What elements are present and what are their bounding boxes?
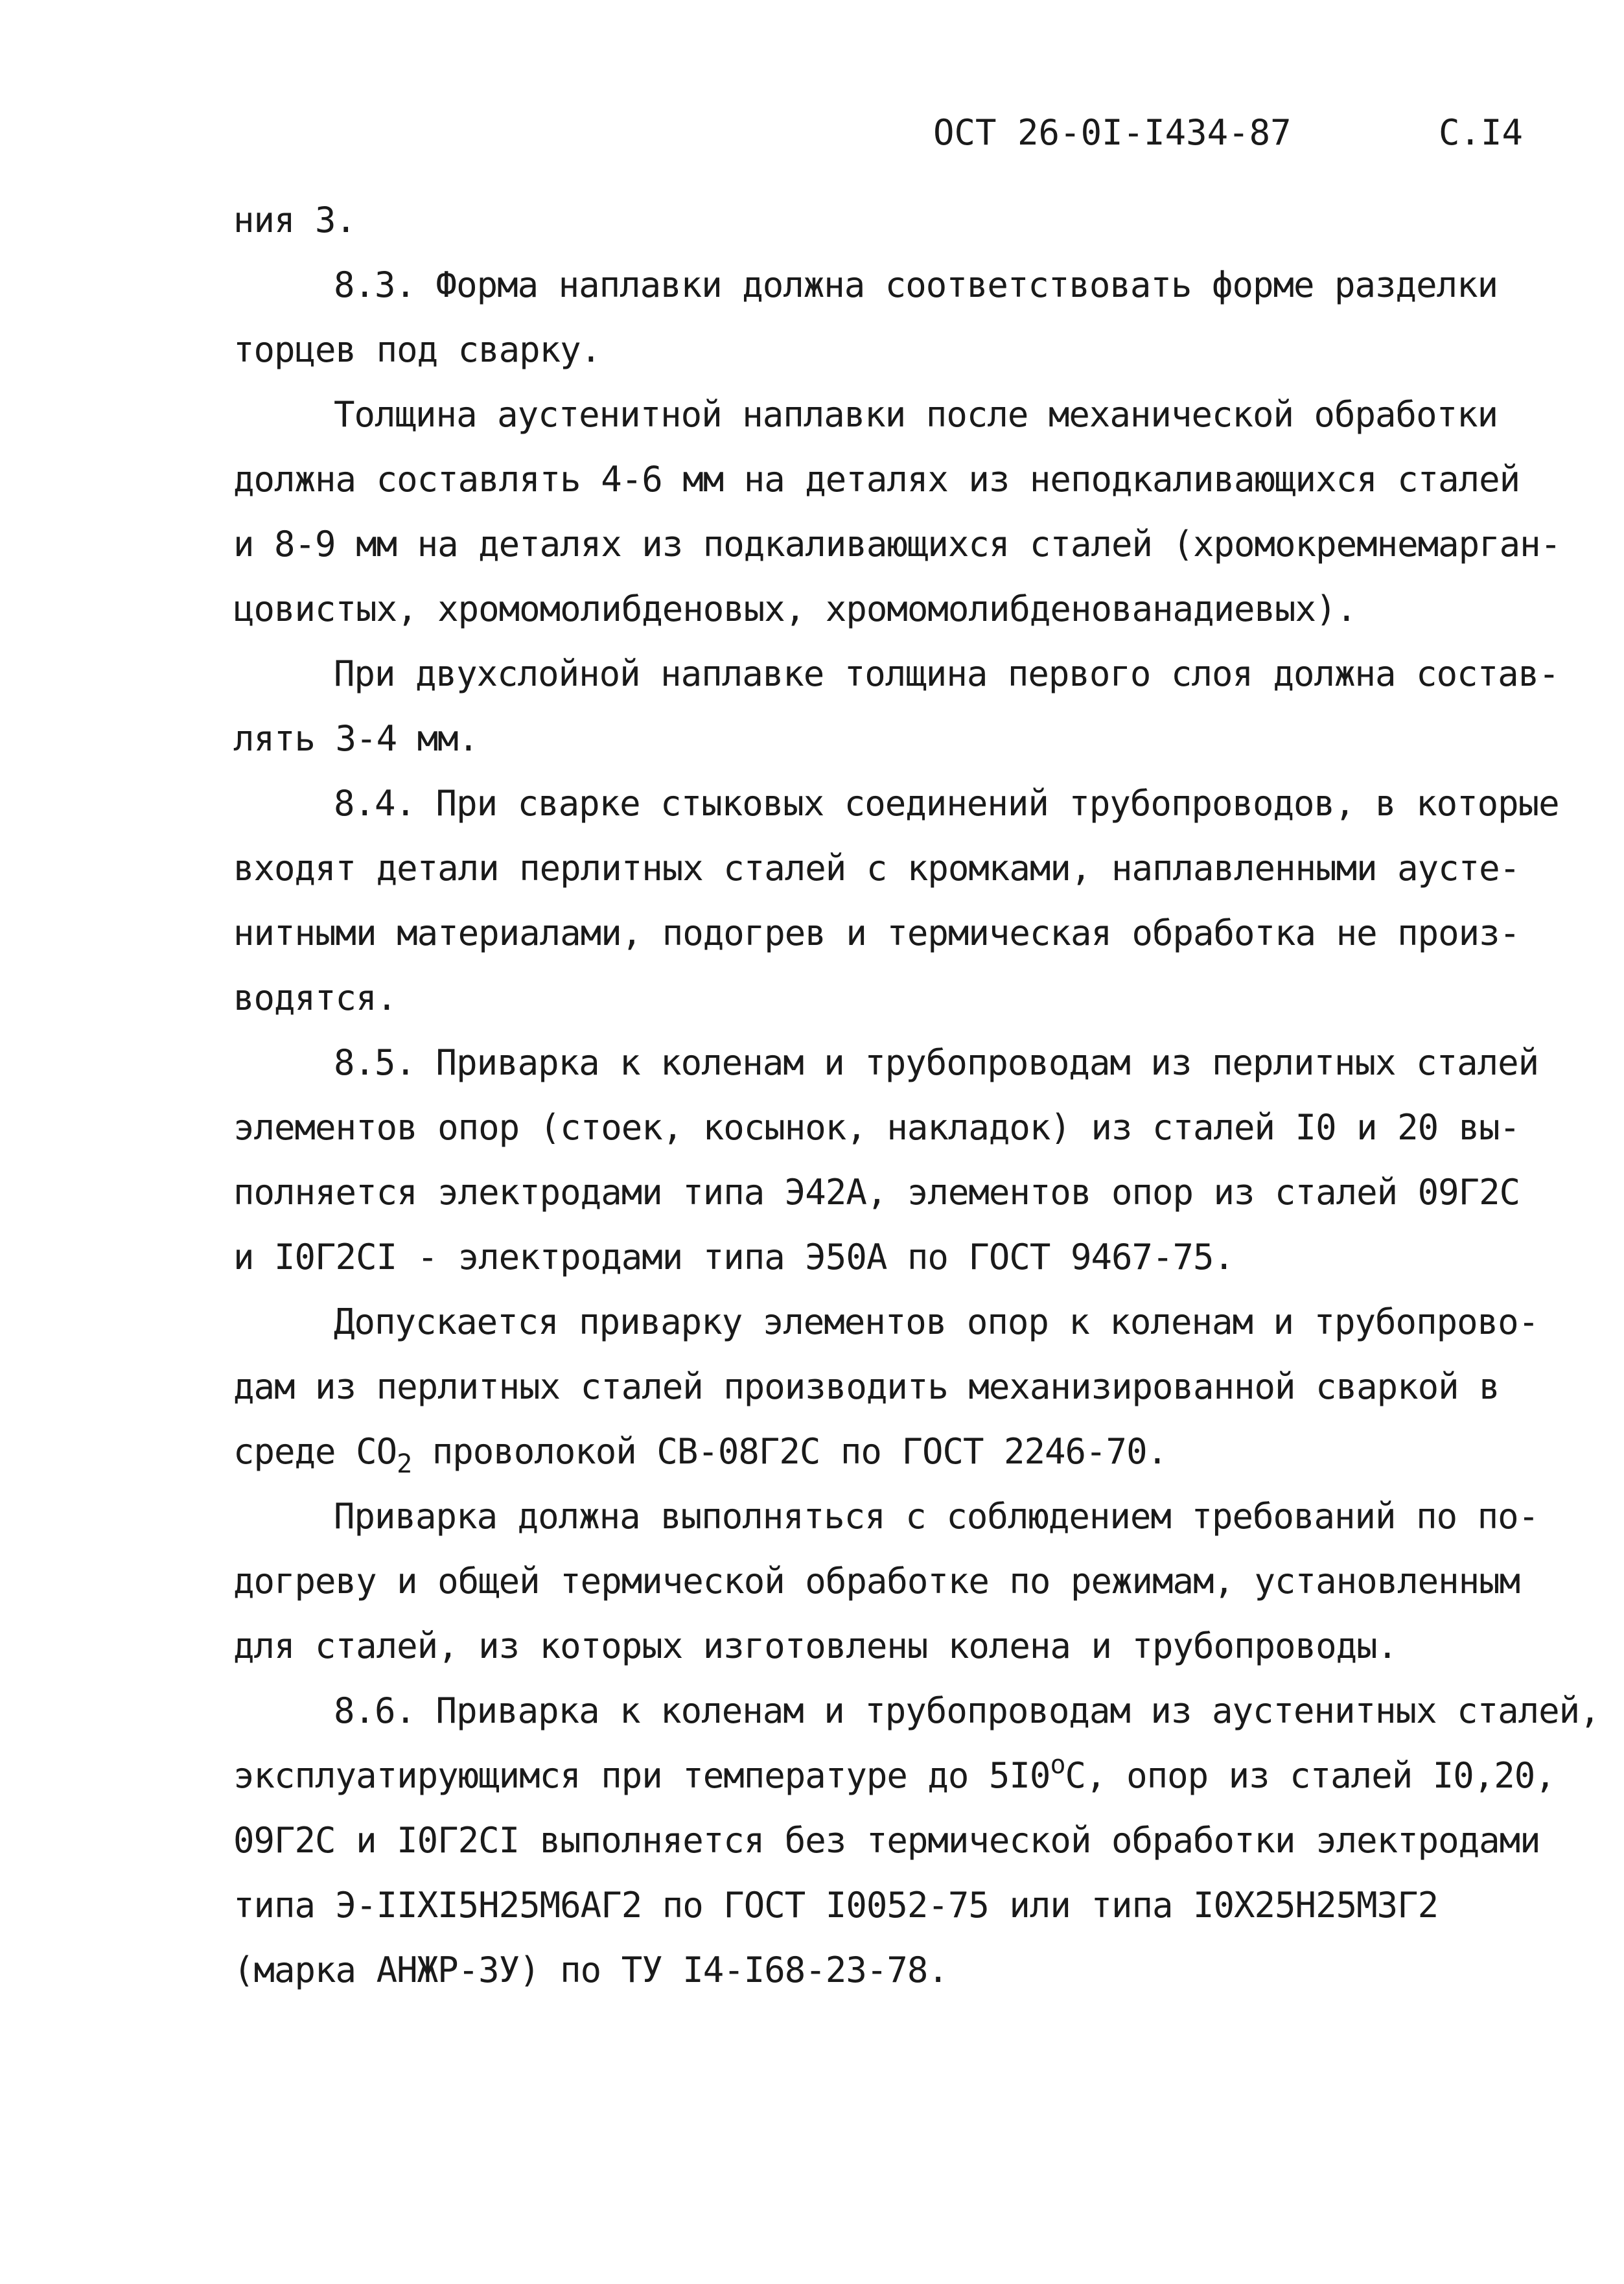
- paragraph-8-4: 8.4. При сварке стыковых соединений трубопроводов, в которые: [334, 783, 1559, 824]
- text-line: и I0Г2СI - электродами типа Э50А по ГОСТ 9467-75.: [233, 1237, 1235, 1277]
- text-line: для сталей, из которых изготовлены колена и трубопроводы.: [233, 1626, 1398, 1666]
- paragraph-8-3: 8.3. Форма наплавки должна соответствовать форме разделки: [334, 264, 1498, 305]
- text-line: входят детали перлитных сталей с кромками, наплавленными аусте-: [233, 848, 1520, 889]
- text-line: водятся.: [233, 977, 397, 1018]
- text-line: элементов опор (стоек, косынок, накладок) из сталей I0 и 20 вы-: [233, 1107, 1520, 1148]
- text-fragment: эксплуатирующимся при температуре до 5I0: [233, 1755, 1050, 1796]
- text-line: нитными материалами, подогрев и термическая обработка не произ-: [233, 913, 1520, 953]
- text-line: торцев под сварку.: [233, 329, 601, 370]
- paragraph-allowed-welding: Допускается приварку элементов опор к коленам и трубопрово-: [334, 1301, 1539, 1342]
- text-fragment: С, опор из сталей I0,20,: [1065, 1755, 1555, 1796]
- body-text: [233, 188, 1600, 2003]
- page-header: [933, 107, 1542, 159]
- paragraph-two-layer: При двухслойной наплавке толщина первого слоя должна состав-: [334, 653, 1559, 694]
- text-line: лять 3-4 мм.: [233, 718, 479, 759]
- paragraph-8-6: 8.6. Приварка к коленам и трубопроводам из аустенитных сталей,: [334, 1690, 1600, 1731]
- text-line-temperature: [233, 1743, 1568, 1808]
- text-fragment: среде СО: [233, 1431, 397, 1472]
- page-number: С.I4: [1438, 112, 1523, 153]
- document-code: ОСТ 26-0I-I434-87: [933, 112, 1292, 153]
- text-line: цовистых, хромомолибденовых, хромомолибденованадиевых).: [233, 588, 1357, 629]
- text-fragment: проволокой СВ-08Г2С по ГОСТ 2246-70.: [412, 1431, 1168, 1472]
- text-line: дам из перлитных сталей производить механизированной сваркой в: [233, 1366, 1500, 1407]
- subscript: 2: [397, 1449, 412, 1479]
- text-line: догреву и общей термической обработке по режимам, установленным: [233, 1561, 1520, 1602]
- text-line: полняется электродами типа Э42А, элементов опор из сталей 09Г2С: [233, 1172, 1520, 1213]
- text-line: 09Г2С и I0Г2СI выполняется без термической обработки электродами: [233, 1820, 1540, 1861]
- text-line: ния 3.: [233, 200, 356, 240]
- superscript: о: [1050, 1750, 1065, 1780]
- text-line: типа Э-IIХI5Н25М6АГ2 по ГОСТ I0052-75 или типа I0Х25Н25М3Г2: [233, 1885, 1439, 1926]
- paragraph-requirements: Приварка должна выполняться с соблюдением требований по по-: [334, 1496, 1539, 1537]
- text-line: и 8-9 мм на деталях из подкаливающихся сталей (хромокремнемарган-: [233, 524, 1561, 565]
- text-line-co2: [233, 1419, 1568, 1484]
- text-line: (марка АНЖР-3У) по ТУ I4-I68-23-78.: [233, 1950, 948, 1990]
- paragraph-8-5: 8.5. Приварка к коленам и трубопроводам из перлитных сталей: [334, 1042, 1539, 1083]
- text-line: должна составлять 4-6 мм на деталях из неподкаливающихся сталей: [233, 459, 1520, 500]
- paragraph-thickness: Толщина аустенитной наплавки после механической обработки: [334, 394, 1498, 435]
